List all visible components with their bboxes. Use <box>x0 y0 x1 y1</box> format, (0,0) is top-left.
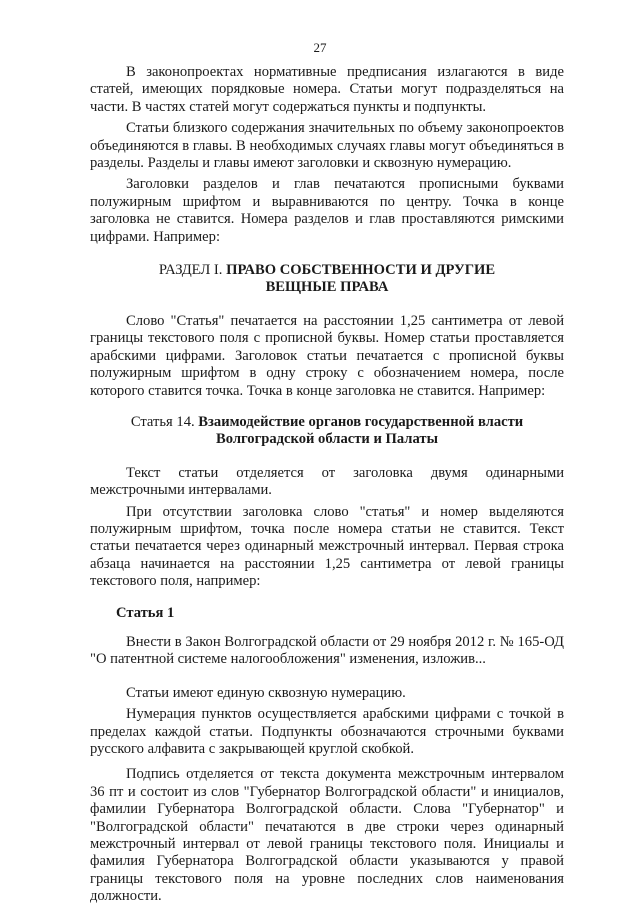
article-heading <box>90 414 564 449</box>
section-heading-title-line1: ПРАВО СОБСТВЕННОСТИ И ДРУГИЕ <box>226 262 496 279</box>
article-label: Статья 1 <box>116 604 175 621</box>
article-heading-title-line1: Взаимодействие органов государственной власти <box>198 413 524 430</box>
paragraph-10: Подпись отделяется от текста документа межстрочным интервалом 36 пт и состоит из слов "Губернатор Волгоградской области" и инициалов, фамилии Губернатора Волгоградской области. Слова "Губернатор" и "Волгоградской области" печатаются в две строки через одинарный межстрочный интервал от левой границы текстового поля. Инициалы и фамилия Губернатора Волгоградской области указываются у правой границы текстового поля на уровне последних слов наименования должности. <box>90 766 564 905</box>
page-number: 27 <box>313 40 327 55</box>
paragraph-6: При отсутствии заголовка слово "статья" и номер выделяются полужирным шрифтом, точка после номера статьи не ставится. Текст статьи печатается через одинарный межстрочный интервал. Первая строка абзаца начинается на расстоянии 1,25 сантиметра от левой границы текстового поля, например: <box>90 503 564 590</box>
paragraph-3: Заголовки разделов и глав печатаются прописными буквами полужирным шрифтом и выравниваются по центру. Точка в конце заголовка не ставится. Номера разделов и глав проставляются римскими цифрами. Например: <box>90 176 564 245</box>
paragraph-8: Статьи имеют единую сквозную нумерацию. <box>126 684 406 701</box>
paragraph-4: Слово "Статья" печатается на расстоянии 1,25 сантиметра от левой границы текстового поля с прописной буквы. Номер статьи проставляется арабскими цифрами. Заголовок статьи печатается с прописной буквы полужирным шрифтом в одну строку с обозначением номера, после которого ставится точка. Точка в конце заголовка не ставится. Например: <box>90 312 564 399</box>
paragraph-9: Нумерация пунктов осуществляется арабскими цифрами с точкой в пределах каждой статьи. Подпункты обозначаются строчными буквами русского алфавита с закрывающей круглой скобкой. <box>90 706 564 757</box>
section-heading <box>90 262 564 297</box>
paragraph-1: В законопроектах нормативные предписания излагаются в виде статей, имеющих порядковые номера. Статьи могут подразделяться на части. В частях статей могут содержаться пункты и подпункты. <box>90 64 564 115</box>
article-heading-title-line2: Волгоградской области и Палаты <box>216 431 438 448</box>
article-heading-prefix: Статья 14. <box>130 413 199 430</box>
section-heading-title-line2: ВЕЩНЫЕ ПРАВА <box>265 279 389 296</box>
paragraph-7: Внести в Закон Волгоградской области от 29 ноября 2012 г. № 165-ОД "О патентной системе налогообложения" изменения, изложив... <box>90 633 564 668</box>
paragraph-2: Статьи близкого содержания значительных по объему законопроектов объединяются в главы. В необходимых случаях главы могут объединяться в разделы. Разделы и главы имеют заголовки и сквозную нумерацию. <box>90 120 564 172</box>
paragraph-5: Текст статьи отделяется от заголовка двумя одинарными межстрочными интервалами. <box>90 464 564 499</box>
section-heading-prefix: РАЗДЕЛ I. <box>158 262 227 279</box>
document-body <box>90 64 564 906</box>
